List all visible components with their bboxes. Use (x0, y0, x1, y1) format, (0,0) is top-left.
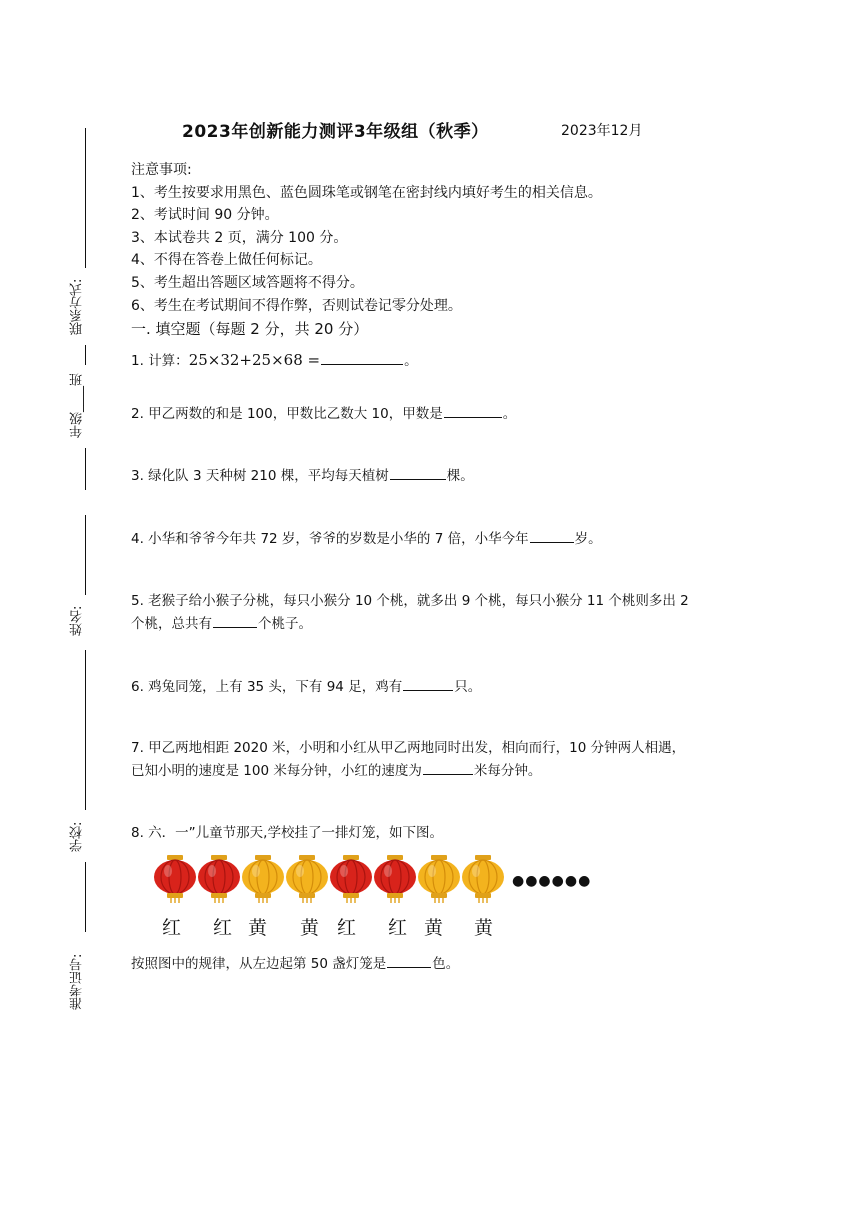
q6-answer-blank[interactable] (403, 676, 453, 691)
q5-answer-blank[interactable] (213, 613, 257, 628)
question-3 (131, 465, 474, 488)
lantern-icon (328, 853, 374, 903)
lantern-icon (196, 853, 242, 903)
question-2 (131, 403, 516, 426)
note-item: 2、考试时间 90 分钟。 (131, 207, 279, 224)
lantern-icon (284, 853, 330, 903)
lantern-row (152, 853, 592, 903)
q2-text: 2. 甲乙两数的和是 100，甲数比乙数大 10，甲数是 (131, 406, 443, 422)
question-1 (131, 349, 418, 373)
q2-suffix: 。 (502, 406, 517, 422)
note-item: 3、本试卷共 2 页，满分 100 分。 (131, 229, 348, 246)
q5-line-1: 5. 老猴子给小猴子分桃，每只小猴分 10 个桃，就多出 9 个桃，每只小猴分 11 个桃则多出 2 (131, 593, 689, 609)
page-title: 2023年创新能力测评3年级组（秋季） (182, 122, 489, 142)
class-label: 年级____班 (70, 373, 85, 439)
q3-answer-blank[interactable] (390, 465, 446, 480)
q5-line-2: 个桃，总共有 (131, 616, 212, 632)
q1-prefix: 计算： (148, 353, 189, 369)
notes-block (131, 159, 602, 317)
q8-line-1: 8. 六．一”儿童节那天,学校挂了一排灯笼，如下图。 (131, 825, 443, 841)
lantern-label: 黄 (248, 917, 268, 939)
note-item: 4、不得在答卷上做任何标记。 (131, 252, 322, 269)
q3-text: 3. 绿化队 3 天种树 210 棵，平均每天植树 (131, 468, 389, 484)
binding-line-top (85, 128, 86, 268)
lantern-label: 黄 (424, 917, 444, 939)
q7-line-2: 已知小明的速度是 100 米每分钟，小红的速度为 (131, 763, 422, 779)
q6-suffix: 只。 (454, 679, 482, 695)
lantern-icon (460, 853, 506, 903)
note-item: 6、考生在考试期间不得作弊，否则试卷记零分处理。 (131, 297, 462, 314)
exam-id-label: 准考证号: (70, 953, 85, 1011)
q7-line-1: 7. 甲乙两地相距 2020 米，小明和小红从甲乙两地同时出发，相向而行，10 分钟两人相遇， (131, 740, 686, 756)
q1-suffix: 。 (404, 353, 418, 369)
q1-expression: 25×32+25×68 = (188, 351, 321, 369)
lantern-label: 红 (388, 917, 408, 939)
question-8-prompt (131, 953, 459, 976)
lantern-icon (416, 853, 462, 903)
q4-answer-blank[interactable] (530, 528, 574, 543)
school-label: 学校: (70, 821, 85, 853)
q4-suffix: 岁。 (574, 531, 602, 547)
binding-line-6 (85, 862, 86, 932)
q3-suffix: 棵。 (446, 468, 474, 484)
notes-heading: 注意事项: (131, 162, 192, 178)
q2-answer-blank[interactable] (444, 403, 502, 418)
lantern-icon (240, 853, 286, 903)
lantern-label: 黄 (300, 917, 320, 939)
lantern-label: 红 (337, 917, 357, 939)
lantern-label: 红 (162, 917, 182, 939)
binding-line-5 (85, 650, 86, 810)
lantern-icon (152, 853, 198, 903)
question-4 (131, 528, 602, 551)
section-heading: 一. 填空题（每题 2 分，共 20 分） (131, 320, 369, 338)
q8-line-2: 按照图中的规律，从左边起第 50 盏灯笼是 (131, 956, 387, 972)
ellipsis-dots: ●●●●●● (512, 873, 592, 889)
exam-date: 2023年12月 (561, 123, 643, 139)
question-5 (131, 590, 689, 636)
lantern-labels (152, 913, 512, 943)
lantern-label: 红 (213, 917, 233, 939)
note-item: 5、考生超出答题区域答题将不得分。 (131, 274, 364, 291)
lantern-label: 黄 (474, 917, 494, 939)
q7-suffix: 米每分钟。 (473, 763, 542, 779)
q7-answer-blank[interactable] (423, 760, 473, 775)
note-item: 1、考生按要求用黑色、蓝色圆珠笔或钢笔在密封线内填好考生的相关信息。 (131, 184, 602, 201)
q5-suffix: 个桃子。 (258, 616, 312, 632)
q6-text: 6. 鸡兔同笼，上有 35 头，下有 94 足，鸡有 (131, 679, 403, 695)
binding-line-4 (85, 515, 86, 595)
q8-suffix: 色。 (432, 956, 460, 972)
lantern-icon (372, 853, 418, 903)
q8-answer-blank[interactable] (387, 953, 431, 968)
binding-line-2 (85, 345, 86, 365)
binding-line-3 (85, 448, 86, 490)
q1-number: 1. (131, 353, 144, 369)
name-label: 姓名: (70, 605, 85, 637)
question-8 (131, 822, 443, 845)
question-7 (131, 737, 685, 783)
q1-answer-blank[interactable] (321, 350, 403, 365)
q4-text: 4. 小华和爷爷今年共 72 岁，爷爷的岁数是小华的 7 倍，小华今年 (131, 531, 529, 547)
contact-label: 联系方式: (70, 278, 85, 336)
question-6 (131, 676, 481, 699)
